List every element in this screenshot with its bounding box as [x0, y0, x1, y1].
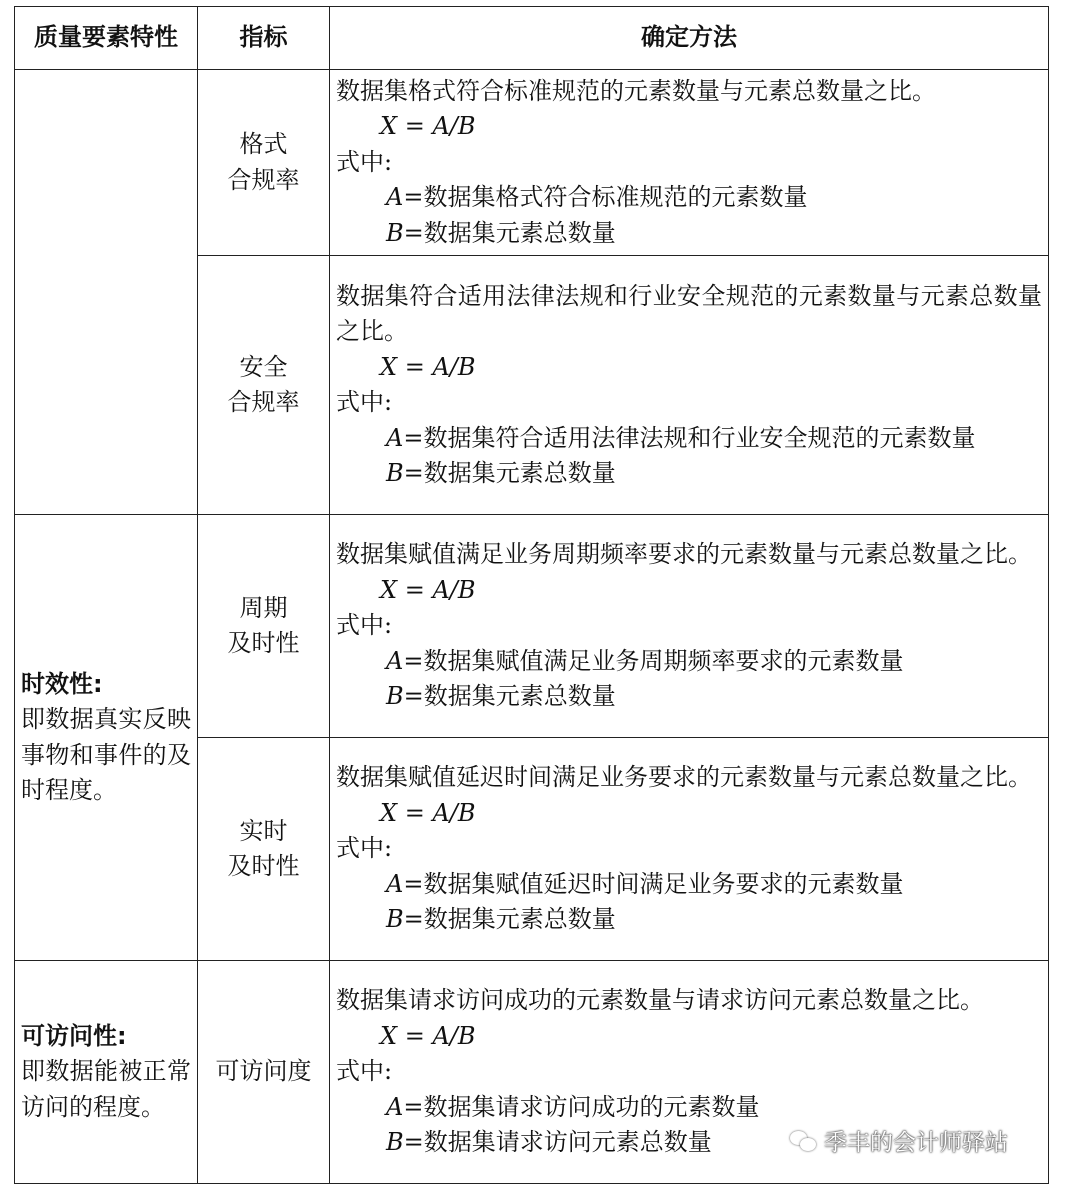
method-desc: 数据集赋值满足业务周期频率要求的元素数量与元素总数量之比。 [336, 540, 1032, 569]
formula: X = A/B [380, 798, 476, 827]
a-definition [336, 1090, 1042, 1126]
a-definition [336, 867, 1042, 903]
feature-title: 时效性: [21, 669, 103, 698]
feature-cell [15, 961, 198, 1184]
b-definition [336, 679, 1042, 715]
indicator-cell [198, 256, 330, 515]
indicator-cell [198, 961, 330, 1184]
indicator-line: 及时性 [227, 852, 300, 880]
indicator-line: 周期 [239, 593, 288, 622]
formula: X = A/B [380, 575, 476, 604]
watermark [790, 1124, 1008, 1157]
var-a: A [386, 183, 404, 212]
a-def-text: =数据集符合适用法律法规和行业安全规范的元素数量 [403, 423, 976, 452]
watermark-text: 季丰的会计师驿站 [824, 1130, 1008, 1156]
var-a: A [386, 423, 404, 452]
feature-cell [15, 70, 198, 515]
table-row [15, 70, 1049, 256]
a-definition [336, 180, 1042, 216]
method-desc: 数据集符合适用法律法规和行业安全规范的元素数量与元素总数量之比。 [336, 281, 1042, 345]
indicator-line: 安全 [239, 352, 288, 381]
where-label: 式中: [336, 834, 393, 863]
indicator-line: 合规率 [227, 388, 300, 416]
header-indicator: 指标 [198, 7, 330, 70]
quality-table [14, 6, 1049, 1184]
where-label: 式中: [336, 1057, 393, 1086]
indicator-line: 及时性 [227, 629, 300, 657]
indicator-cell [198, 515, 330, 738]
method-desc: 数据集格式符合标准规范的元素数量与元素总数量之比。 [336, 76, 936, 105]
indicator-line: 合规率 [227, 165, 300, 194]
formula: X = A/B [380, 112, 476, 141]
indicator-line: 格式 [239, 130, 288, 158]
b-def-text: =数据集元素总数量 [403, 905, 616, 934]
feature-desc: 即数据真实反映事物和事件的及时程度。 [21, 705, 191, 804]
header-feature: 质量要素特性 [15, 7, 198, 70]
b-def-text: =数据集请求访问元素总数量 [403, 1128, 712, 1157]
b-def-text: =数据集元素总数量 [403, 682, 616, 711]
var-a: A [386, 1092, 404, 1121]
var-b: B [386, 682, 404, 711]
header-row [15, 7, 1049, 70]
indicator-cell [198, 70, 330, 256]
a-definition [336, 421, 1042, 457]
where-label: 式中: [336, 147, 393, 176]
indicator-line: 实时 [239, 816, 288, 845]
var-b: B [386, 905, 404, 934]
method-desc: 数据集请求访问成功的元素数量与请求访问元素总数量之比。 [336, 986, 984, 1015]
indicator-line: 可访问度 [215, 1057, 312, 1086]
b-def-text: =数据集元素总数量 [403, 218, 616, 247]
a-def-text: =数据集赋值延迟时间满足业务要求的元素数量 [403, 869, 904, 898]
table-row [15, 515, 1049, 738]
var-a: A [386, 646, 404, 675]
method-desc: 数据集赋值延迟时间满足业务要求的元素数量与元素总数量之比。 [336, 763, 1032, 792]
method-cell [330, 738, 1049, 961]
b-def-text: =数据集元素总数量 [403, 459, 616, 487]
method-cell [330, 515, 1049, 738]
formula: X = A/B [380, 352, 476, 381]
var-b: B [386, 459, 404, 487]
a-definition [336, 644, 1042, 680]
b-definition [336, 456, 1042, 492]
where-label: 式中: [336, 611, 393, 640]
a-def-text: =数据集赋值满足业务周期频率要求的元素数量 [403, 646, 904, 675]
header-method: 确定方法 [330, 7, 1049, 70]
feature-cell [15, 515, 198, 961]
method-cell [330, 70, 1049, 256]
a-def-text: =数据集请求访问成功的元素数量 [403, 1092, 760, 1121]
var-b: B [386, 1128, 404, 1157]
wechat-icon [790, 1129, 818, 1153]
a-def-text: =数据集格式符合标准规范的元素数量 [403, 183, 808, 212]
formula: X = A/B [380, 1021, 476, 1050]
where-label: 式中: [336, 388, 393, 416]
indicator-cell [198, 738, 330, 961]
feature-title: 可访问性: [21, 1021, 127, 1050]
var-a: A [386, 869, 404, 898]
b-definition [336, 216, 1042, 252]
var-b: B [386, 218, 404, 247]
b-definition [336, 902, 1042, 938]
feature-desc: 即数据能被正常访问的程度。 [21, 1057, 191, 1121]
method-cell [330, 256, 1049, 515]
